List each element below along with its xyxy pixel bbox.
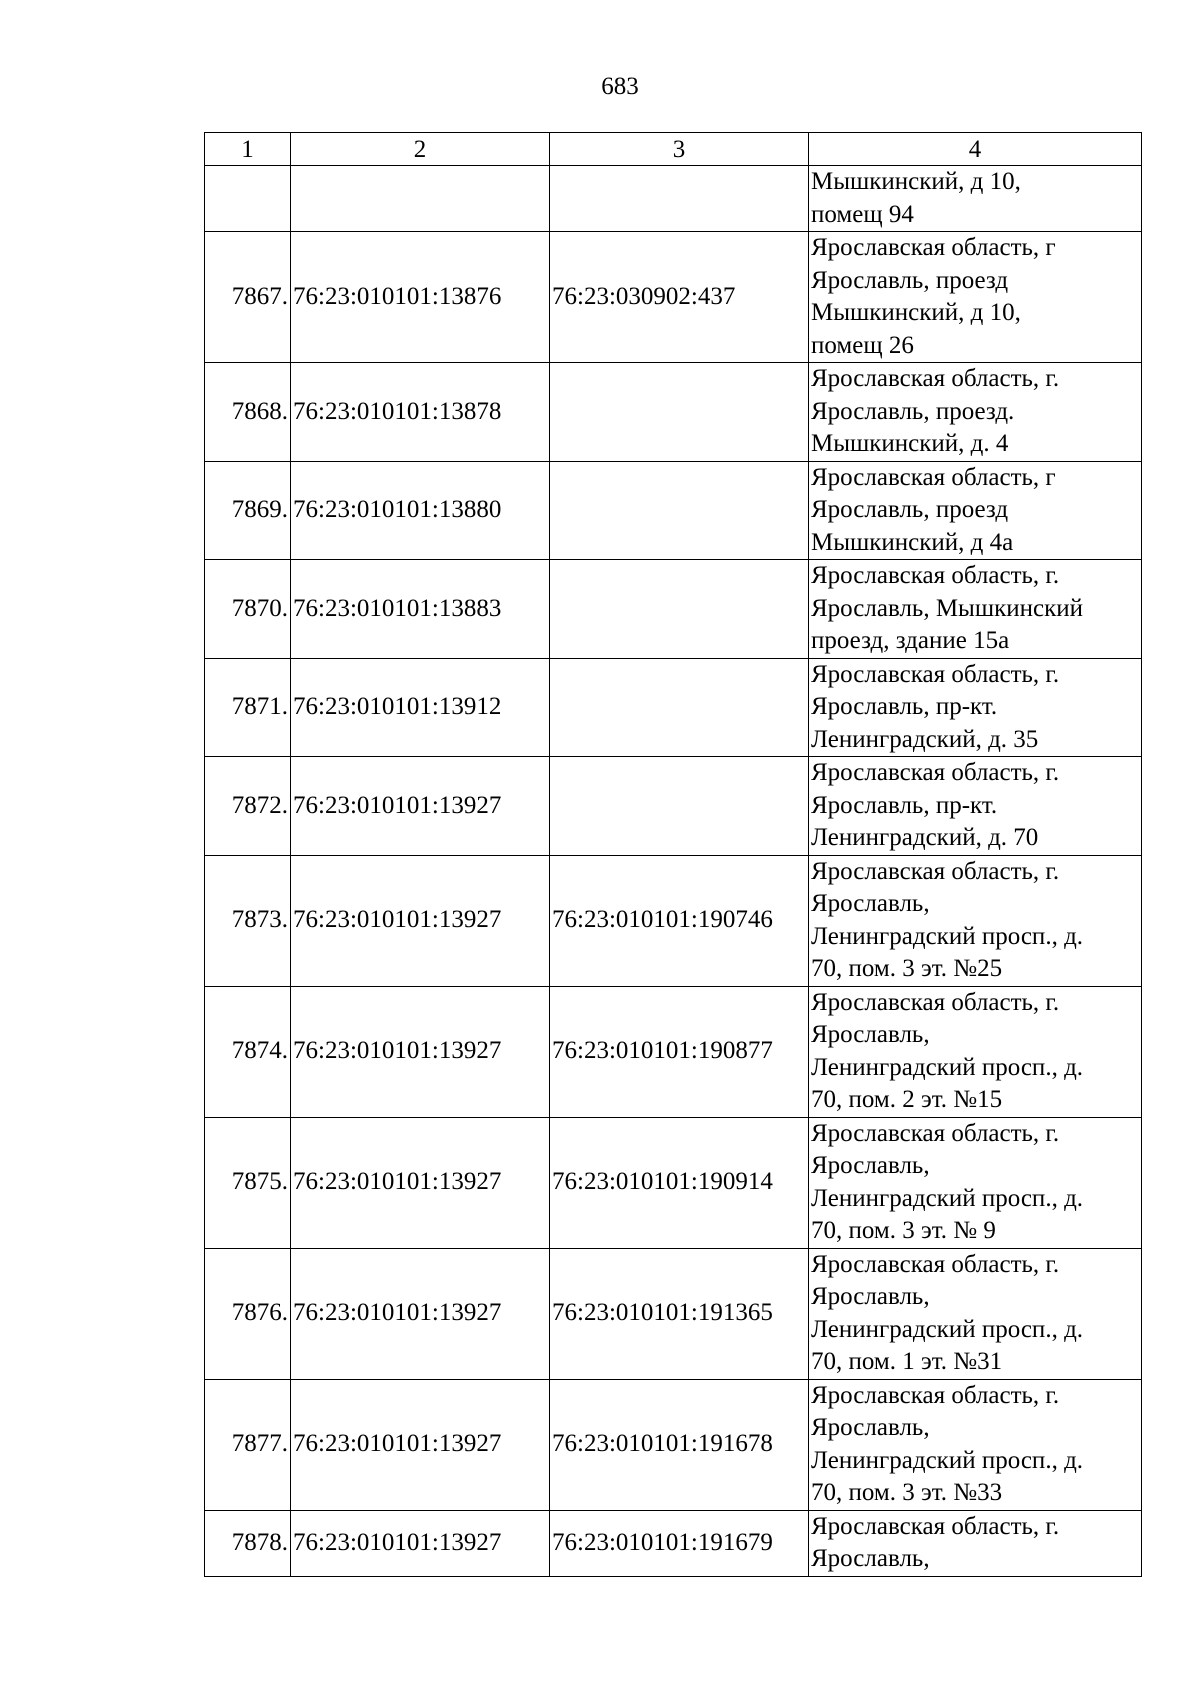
address-line: Мышкинский, д 4а [811, 528, 1014, 556]
row-number: 7867. [205, 232, 291, 363]
table-body [205, 133, 1142, 1577]
cadastral-number-object [550, 658, 809, 757]
address-line: Ярославль, [811, 1152, 930, 1179]
address-line: 70, пом. 3 эт. № 9 [811, 1217, 996, 1244]
address-line: Ярославль, [811, 1021, 930, 1048]
address-line: Ярославль, [811, 1414, 930, 1441]
column-header-4: 4 [809, 133, 1142, 166]
cadastral-number-land: 76:23:010101:13878 [291, 363, 550, 462]
page-number: 683 [601, 73, 639, 100]
address-line: Ленинградский, д. 35 [811, 725, 1039, 753]
address-line: Ярославская область, г. [811, 365, 1060, 392]
table-row [205, 232, 1142, 363]
address-line: Ярославская область, г. [811, 1250, 1060, 1278]
table-row [205, 1379, 1142, 1510]
address-line: Мышкинский, д. 4 [811, 430, 1009, 457]
address-cell [809, 232, 1142, 363]
cadastral-number-land [291, 166, 550, 232]
address-cell [809, 1379, 1142, 1510]
address-cell [809, 658, 1142, 757]
row-number: 7877. [205, 1379, 291, 1510]
row-number [205, 166, 291, 232]
address-cell [809, 560, 1142, 659]
address-line: Ярославская область, г. [811, 988, 1060, 1016]
row-number: 7875. [205, 1117, 291, 1248]
column-header-3: 3 [550, 133, 809, 166]
cadastral-number-object: 76:23:010101:191678 [550, 1379, 809, 1510]
cadastral-number-object [550, 461, 809, 560]
cadastral-number-object: 76:23:010101:191365 [550, 1248, 809, 1379]
cadastral-number-object: 76:23:010101:190877 [550, 986, 809, 1117]
address-cell [809, 166, 1142, 232]
cadastral-number-object [550, 166, 809, 232]
address-line: помещ 26 [811, 331, 914, 359]
address-line: Мышкинский, д 10, [811, 299, 1021, 326]
address-line: Ярославская область, г. [811, 759, 1060, 786]
row-number: 7873. [205, 855, 291, 986]
address-line: Ярославская область, г. [811, 857, 1060, 885]
registry-table [204, 132, 1142, 1577]
cadastral-number-land: 76:23:010101:13912 [291, 658, 550, 757]
address-line: помещ 94 [811, 200, 914, 228]
address-cell [809, 363, 1142, 462]
address-line: Ярославль, проезд [811, 266, 1009, 294]
address-line: Ярославль, [811, 890, 930, 917]
address-line: Ярославль, [811, 1545, 930, 1572]
row-number: 7878. [205, 1510, 291, 1576]
cadastral-number-land: 76:23:010101:13927 [291, 1248, 550, 1379]
address-line: Мышкинский, д 10, [811, 168, 1021, 195]
address-line: Ярославль, [811, 1283, 930, 1310]
address-line: Ярославская область, г. [811, 660, 1060, 688]
row-number: 7871. [205, 658, 291, 757]
address-line: Ленинградский просп., д. [811, 1053, 1084, 1081]
address-line: 70, пом. 3 эт. №25 [811, 955, 1003, 982]
table-row [205, 461, 1142, 560]
table-row [205, 560, 1142, 659]
address-cell [809, 855, 1142, 986]
address-line: Ярославская область, г. [811, 1381, 1060, 1409]
address-cell [809, 986, 1142, 1117]
row-number: 7868. [205, 363, 291, 462]
row-number: 7870. [205, 560, 291, 659]
address-line: Ярославская область, г [811, 234, 1056, 261]
table-row [205, 658, 1142, 757]
address-cell [809, 461, 1142, 560]
row-number: 7872. [205, 757, 291, 856]
cadastral-number-land: 76:23:010101:13880 [291, 461, 550, 560]
address-line: Ленинградский просп., д. [811, 1315, 1084, 1343]
cadastral-number-object: 76:23:010101:190914 [550, 1117, 809, 1248]
cadastral-number-land: 76:23:010101:13927 [291, 1510, 550, 1576]
cadastral-number-land: 76:23:010101:13927 [291, 1379, 550, 1510]
cadastral-number-land: 76:23:010101:13927 [291, 1117, 550, 1248]
address-cell [809, 1117, 1142, 1248]
cadastral-number-object: 76:23:010101:191679 [550, 1510, 809, 1576]
cadastral-number-land: 76:23:010101:13927 [291, 986, 550, 1117]
table-row [205, 855, 1142, 986]
table-row [205, 166, 1142, 232]
table-row [205, 1510, 1142, 1576]
address-line: Ярославль, пр-кт. [811, 693, 998, 720]
table-row [205, 986, 1142, 1117]
address-line: Ярославль, проезд [811, 496, 1009, 523]
cadastral-number-object [550, 757, 809, 856]
address-cell [809, 1510, 1142, 1576]
header-row [205, 133, 1142, 166]
table-row [205, 757, 1142, 856]
address-line: Ярославская область, г [811, 463, 1056, 491]
cadastral-number-land: 76:23:010101:13883 [291, 560, 550, 659]
address-line: 70, пом. 1 эт. №31 [811, 1348, 1003, 1375]
cadastral-number-object: 76:23:010101:190746 [550, 855, 809, 986]
cadastral-number-object: 76:23:030902:437 [550, 232, 809, 363]
column-header-1: 1 [205, 133, 291, 166]
address-line: Ленинградский просп., д. [811, 922, 1084, 950]
cadastral-number-object [550, 560, 809, 659]
table-row [205, 1248, 1142, 1379]
address-line: Ярославль, проезд. [811, 397, 1015, 425]
address-line: Ярославская область, г. [811, 1119, 1060, 1147]
address-line: 70, пом. 3 эт. №33 [811, 1479, 1003, 1506]
address-line: Ленинградский просп., д. [811, 1184, 1084, 1212]
cadastral-number-land: 76:23:010101:13876 [291, 232, 550, 363]
address-line: Ярославская область, г. [811, 562, 1060, 589]
address-cell [809, 1248, 1142, 1379]
table-row [205, 363, 1142, 462]
address-line: 70, пом. 2 эт. №15 [811, 1086, 1003, 1113]
address-line: Ленинградский, д. 70 [811, 824, 1039, 851]
table-row [205, 1117, 1142, 1248]
row-number: 7876. [205, 1248, 291, 1379]
address-line: Ярославль, пр-кт. [811, 791, 998, 819]
column-header-2: 2 [291, 133, 550, 166]
row-number: 7874. [205, 986, 291, 1117]
address-line: Ярославская область, г. [811, 1512, 1060, 1540]
address-line: проезд, здание 15а [811, 627, 1010, 654]
row-number: 7869. [205, 461, 291, 560]
cadastral-number-land: 76:23:010101:13927 [291, 855, 550, 986]
address-line: Ярославль, Мышкинский [811, 594, 1083, 622]
address-cell [809, 757, 1142, 856]
cadastral-number-land: 76:23:010101:13927 [291, 757, 550, 856]
cadastral-number-object [550, 363, 809, 462]
address-line: Ленинградский просп., д. [811, 1446, 1084, 1474]
